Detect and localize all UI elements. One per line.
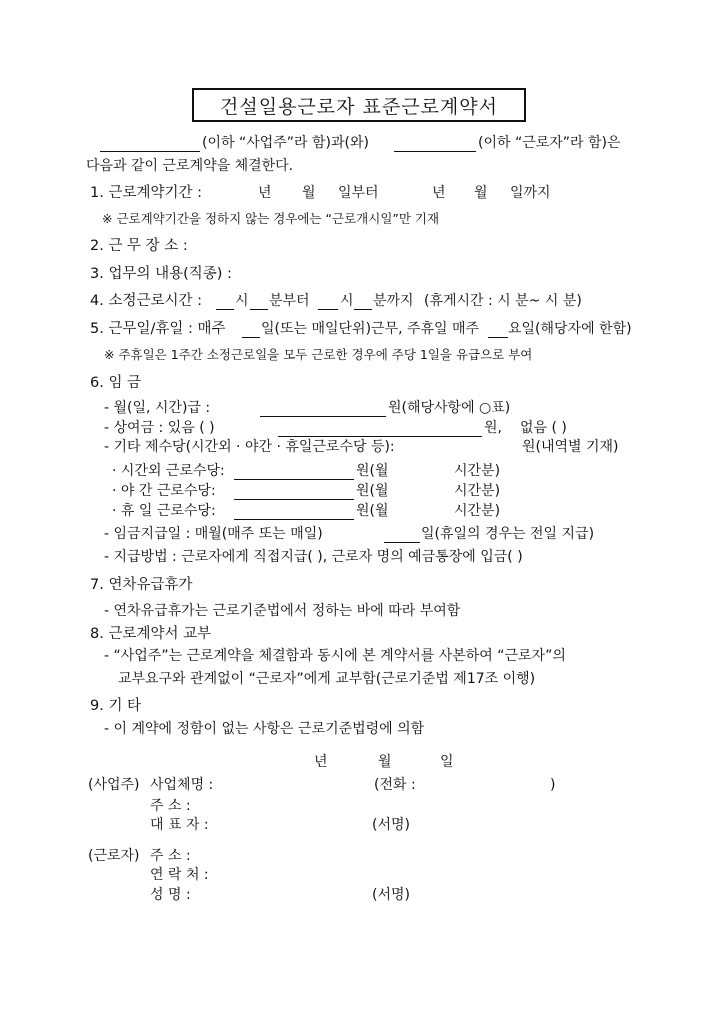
s6-night-blank[interactable]: [234, 485, 354, 500]
s4-rest-time: (휴게시간 : 시 분~ 시 분): [424, 293, 582, 309]
s6-payday-tail: 일(휴일의 경우는 전일 지급): [421, 526, 595, 542]
section-8-label: 8. 근로계약서 교부: [90, 626, 212, 642]
s1-note: ※ 근로계약기간을 정하지 않는 경우에는 “근로개시일”만 기재: [102, 211, 440, 226]
s6-allowance-label: - 기타 제수당(시간외 · 야간 · 휴일근로수당 등):: [104, 439, 395, 455]
s6-payday-blank[interactable]: [384, 528, 420, 543]
section-9-label: 9. 기 타: [90, 698, 142, 714]
worker-role: (근로자): [88, 848, 140, 864]
s6-payday-label: - 임금지급일 : 매월(매주 또는 매일): [104, 526, 323, 542]
s6-allowance-tail: 원(내역별 기재): [522, 439, 619, 455]
s4-end-min-blank[interactable]: [354, 295, 372, 310]
s6-bonus-won: 원,: [484, 420, 502, 436]
date-day: 일: [440, 754, 454, 770]
employer-company-label: 사업체명 :: [150, 777, 214, 793]
s6-night-label: · 야 간 근로수당:: [112, 483, 216, 499]
s5-weekday-text: 요일(해당자에 한함): [508, 321, 632, 337]
s6-overtime-blank[interactable]: [234, 465, 354, 480]
intro-employer-text: (이하 “사업주”라 함)과(와): [202, 135, 369, 151]
employer-address-label: 주 소 :: [150, 798, 191, 814]
s7-text: - 연차유급휴가는 근로기준법에서 정하는 바에 따라 부여함: [104, 603, 461, 619]
s6-overtime-hours: 시간분): [454, 463, 501, 479]
worker-signature[interactable]: (서명): [372, 887, 410, 903]
section-4-label: 4. 소정근로시간 :: [90, 293, 202, 309]
s8-line-1: - “사업주”는 근로계약을 체결함과 동시에 본 계약서를 사본하여 “근로자”의: [104, 648, 566, 664]
s6-holiday-won: 원(월: [356, 503, 389, 519]
worker-contact-label: 연 락 처 :: [150, 867, 209, 883]
employer-signature[interactable]: (서명): [372, 817, 410, 833]
employer-phone-label: (전화 :: [374, 777, 416, 793]
s6-night-hours: 시간분): [454, 483, 501, 499]
date-month: 월: [378, 754, 392, 770]
s4-start-min-blank[interactable]: [250, 295, 268, 310]
s4-end-min-unit: 분까지: [373, 293, 414, 309]
employer-name-blank[interactable]: [100, 137, 200, 152]
s6-holiday-hours: 시간분): [454, 503, 501, 519]
section-5-label: 5. 근무일/휴일 : 매주: [90, 321, 226, 337]
s5-note: ※ 주휴일은 1주간 소정근로일을 모두 근로한 경우에 주당 1일을 유급으로 부여: [104, 347, 533, 362]
s6-wage-label: - 월(일, 시간)급 :: [104, 400, 211, 416]
intro-worker-text: (이하 “근로자”라 함)은: [478, 135, 621, 151]
s1-day-1: 일부터: [338, 185, 379, 201]
s6-overtime-label: · 시간외 근로수당:: [112, 463, 225, 479]
s6-holiday-blank[interactable]: [234, 505, 354, 520]
employer-phone-close: ): [550, 777, 556, 793]
s4-start-min-unit: 분부터: [269, 293, 310, 309]
s6-holiday-label: · 휴 일 근로수당:: [112, 503, 216, 519]
s6-bonus-none: 없음 ( ): [520, 420, 567, 436]
s5-workdays-text: 일(또는 매일단위)근무, 주휴일 매주: [261, 321, 480, 337]
employer-rep-label: 대 표 자 :: [150, 817, 209, 833]
section-2-label: 2. 근 무 장 소 :: [90, 238, 188, 254]
s4-start-hour-blank[interactable]: [216, 295, 234, 310]
s6-method: - 지급방법 : 근로자에게 직접지급( ), 근로자 명의 예금통장에 입금( ): [104, 549, 523, 565]
s4-end-hour-unit: 시: [340, 293, 354, 309]
s6-wage-blank[interactable]: [260, 402, 386, 417]
s8-line-2: 교부요구와 관계없이 “근로자”에게 교부함(근로기준법 제17조 이행): [118, 671, 536, 687]
worker-name-label: 성 명 :: [150, 887, 191, 903]
s1-year-2: 년: [432, 185, 446, 201]
section-6-label: 6. 임 금: [90, 375, 142, 391]
s5-weekday-blank[interactable]: [488, 323, 508, 338]
section-3-label: 3. 업무의 내용(직종) :: [90, 266, 232, 282]
document-title-text: 건설일용근로자 표준근로계약서: [220, 95, 498, 118]
worker-address-label: 주 소 :: [150, 848, 191, 864]
section-7-label: 7. 연차유급휴가: [90, 577, 193, 593]
section-1-label: 1. 근로계약기간 :: [90, 185, 202, 201]
s9-text: - 이 계약에 정함이 없는 사항은 근로기준법령에 의함: [104, 721, 425, 737]
s6-bonus-blank[interactable]: [278, 422, 482, 437]
employer-role: (사업주): [88, 777, 140, 793]
s6-overtime-won: 원(월: [356, 463, 389, 479]
s5-workdays-blank[interactable]: [242, 323, 260, 338]
s1-month-2: 월: [474, 185, 488, 201]
s6-bonus-label: - 상여금 : 있음 ( ): [104, 420, 215, 436]
intro-line-2: 다음과 같이 근로계약을 체결한다.: [86, 158, 294, 174]
s6-night-won: 원(월: [356, 483, 389, 499]
document-title: [192, 88, 526, 122]
s1-month-1: 월: [302, 185, 316, 201]
s4-start-hour-unit: 시: [235, 293, 249, 309]
s6-wage-tail: 원(해당사항에 ○표): [388, 400, 511, 416]
s1-day-2: 일까지: [510, 185, 551, 201]
date-year: 년: [314, 754, 328, 770]
worker-name-blank[interactable]: [394, 137, 476, 152]
s1-year-1: 년: [258, 185, 272, 201]
s4-end-hour-blank[interactable]: [318, 295, 338, 310]
